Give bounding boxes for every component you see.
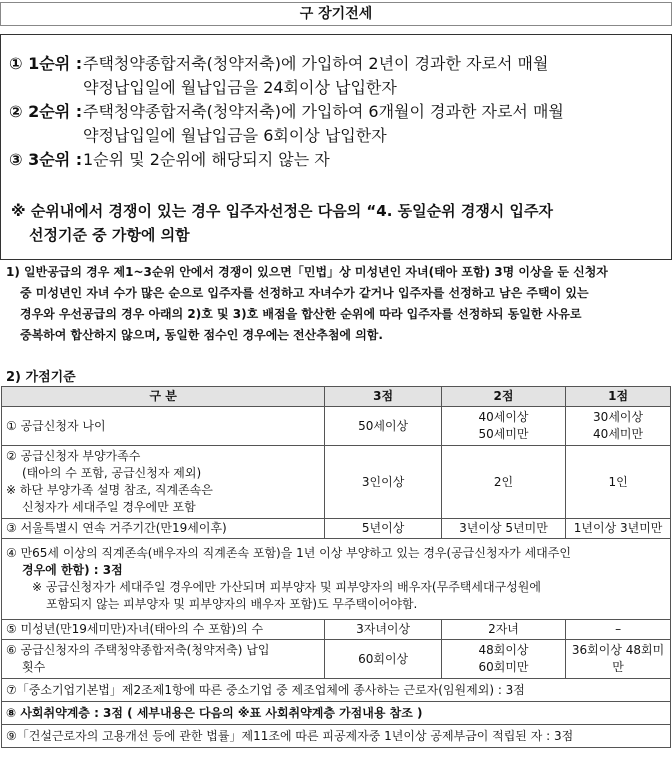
para-line-2: 중 미성년인 자녀 수가 많은 순으로 입주자를 선정하고 자녀수가 같거나 입주자를 선정하고 남은 주택이 있는 — [20, 286, 589, 300]
row1-1pt-b: 40세미만 — [593, 427, 644, 441]
subheading: 2) 가점기준 — [6, 370, 76, 385]
table-row — [2, 539, 671, 620]
row8-cell: ⑧ 사회취약계층 : 3점 ( 세부내용은 다음의 ※표 사회취약계층 가점내용 참조 ) — [2, 702, 671, 725]
row6-2pt — [441, 640, 565, 679]
row1-1pt-a: 30세이상 — [593, 410, 644, 424]
header-3pt: 3점 — [325, 387, 442, 407]
note-line1: ※ 순위내에서 경쟁이 있는 경우 입주자선정은 다음의 “4. 동일순위 경쟁시 입주자 — [11, 202, 553, 220]
row2-1pt: 1인 — [566, 446, 671, 519]
row2-3pt: 3인이상 — [325, 446, 442, 519]
row5-2pt: 2자녀 — [441, 620, 565, 640]
note-line2: 선정기준 중 가항에 의함 — [29, 226, 190, 244]
row3-2pt: 3년이상 5년미만 — [441, 519, 565, 539]
row4-line3: ※ 공급신청자가 세대주일 경우에만 가산되며 피부양자 및 피부양자의 배우자(무주택세대구성원에 — [32, 580, 541, 594]
table-row — [2, 725, 671, 748]
row4-line2: 경우에 한함) : 3점 — [22, 563, 123, 577]
row9-cell: ⑨「건설근로자의 고용개선 등에 관한 법률」제11조에 따른 피공제자중 1년이상 공제부금이 적립된 자 : 3점 — [2, 725, 671, 748]
row1-1pt — [566, 407, 671, 446]
row6-1pt: 36회이상 48회미만 — [566, 640, 671, 679]
row2-line3: ※ 하단 부양가족 설명 참조, 직계존속은 — [6, 483, 213, 497]
row6-3pt: 60회이상 — [325, 640, 442, 679]
rank-3-label: ③ 3순위 : — [9, 150, 83, 169]
row5-label: ⑤ 미성년(만19세미만)자녀(태아의 수 포함)의 수 — [2, 620, 325, 640]
table-row — [2, 446, 671, 519]
para-line-4: 중복하여 합산하지 않으며, 동일한 점수인 경우에는 전산추첨에 의함. — [20, 328, 383, 342]
row6-2pt-b: 60회미만 — [478, 660, 529, 674]
row3-3pt: 5년이상 — [325, 519, 442, 539]
row3-label: ③ 서울특별시 연속 거주기간(만19세이후) — [2, 519, 325, 539]
table-row — [2, 519, 671, 539]
row6-2pt-a: 48회이상 — [478, 643, 529, 657]
rank-2-line1: 주택청약종합저축(청약저축)에 가입하여 6개월이 경과한 자로서 매월 — [83, 102, 564, 121]
row6-line1: ⑥ 공급신청자의 주택청약종합저축(청약저축) 납입 — [6, 643, 270, 657]
rank-1 — [9, 53, 549, 97]
row5-1pt: – — [566, 620, 671, 640]
table-header-row — [2, 387, 671, 407]
table-row — [2, 702, 671, 725]
row3-1pt: 1년이상 3년미만 — [566, 519, 671, 539]
row4-line1: ④ 만65세 이상의 직계존속(배우자의 직계존속 포함)을 1년 이상 부양하고 있는 경우(공급신청자가 세대주인 — [6, 546, 571, 560]
para-line-3: 경우와 우선공급의 경우 아래의 2)호 및 3)호 배점을 합산한 순위에 따라 입주자를 선정하되 동일한 사유로 — [20, 307, 582, 321]
rank-3 — [9, 149, 330, 171]
rank-2 — [9, 101, 564, 145]
row6-label — [2, 640, 325, 679]
note — [11, 199, 661, 247]
header-category: 구 분 — [2, 387, 325, 407]
row1-label: ① 공급신청자 나이 — [2, 407, 325, 446]
rank-1-line2: 약정납입일에 월납입금을 24회이상 납입한자 — [83, 78, 397, 97]
header-1pt: 1점 — [566, 387, 671, 407]
rank-1-label: ① 1순위 : — [9, 54, 83, 73]
row2-line2: (태아의 수 포함, 공급신청자 제외) — [22, 466, 202, 480]
row1-2pt — [441, 407, 565, 446]
rank-1-line1: 주택청약종합저축(청약저축)에 가입하여 2년이 경과한 자로서 매월 — [83, 54, 549, 73]
table-row — [2, 407, 671, 446]
score-table — [1, 386, 671, 748]
row2-line4: 신청자가 세대주일 경우에만 포함 — [22, 500, 196, 514]
row4-cell — [2, 539, 671, 620]
table-row — [2, 620, 671, 640]
row6-line2: 횟수 — [22, 660, 46, 674]
tie-break-paragraph — [6, 262, 668, 346]
row7-cell: ⑦「중소기업기본법」제2조제1항에 따른 중소기업 중 제조업체에 종사하는 근로자(임원제외) : 3점 — [2, 679, 671, 702]
rank-2-line2: 약정납입일에 월납입금을 6회이상 납입한자 — [83, 126, 387, 145]
table-row — [2, 640, 671, 679]
row2-label — [2, 446, 325, 519]
row1-3pt: 50세이상 — [325, 407, 442, 446]
row5-3pt: 3자녀이상 — [325, 620, 442, 640]
rank-2-label: ② 2순위 : — [9, 102, 83, 121]
row1-2pt-b: 50세미만 — [478, 427, 529, 441]
rank-box — [0, 34, 672, 260]
row2-2pt: 2인 — [441, 446, 565, 519]
table-row — [2, 679, 671, 702]
row2-line1: ② 공급신청자 부양가족수 — [6, 449, 141, 463]
row1-2pt-a: 40세이상 — [478, 410, 529, 424]
para-line-1: 1) 일반공급의 경우 제1~3순위 안에서 경쟁이 있으면「민법」상 미성년인 자녀(태아 포함) 3명 이상을 둔 신청자 — [6, 265, 608, 279]
row4-line4: 포함되지 않는 피부양자 및 피부양자의 배우자 포함)도 무주택이어야함. — [46, 597, 418, 611]
page-title: 구 장기전세 — [0, 2, 672, 26]
header-2pt: 2점 — [441, 387, 565, 407]
rank-3-line1: 1순위 및 2순위에 해당되지 않는 자 — [83, 150, 330, 169]
